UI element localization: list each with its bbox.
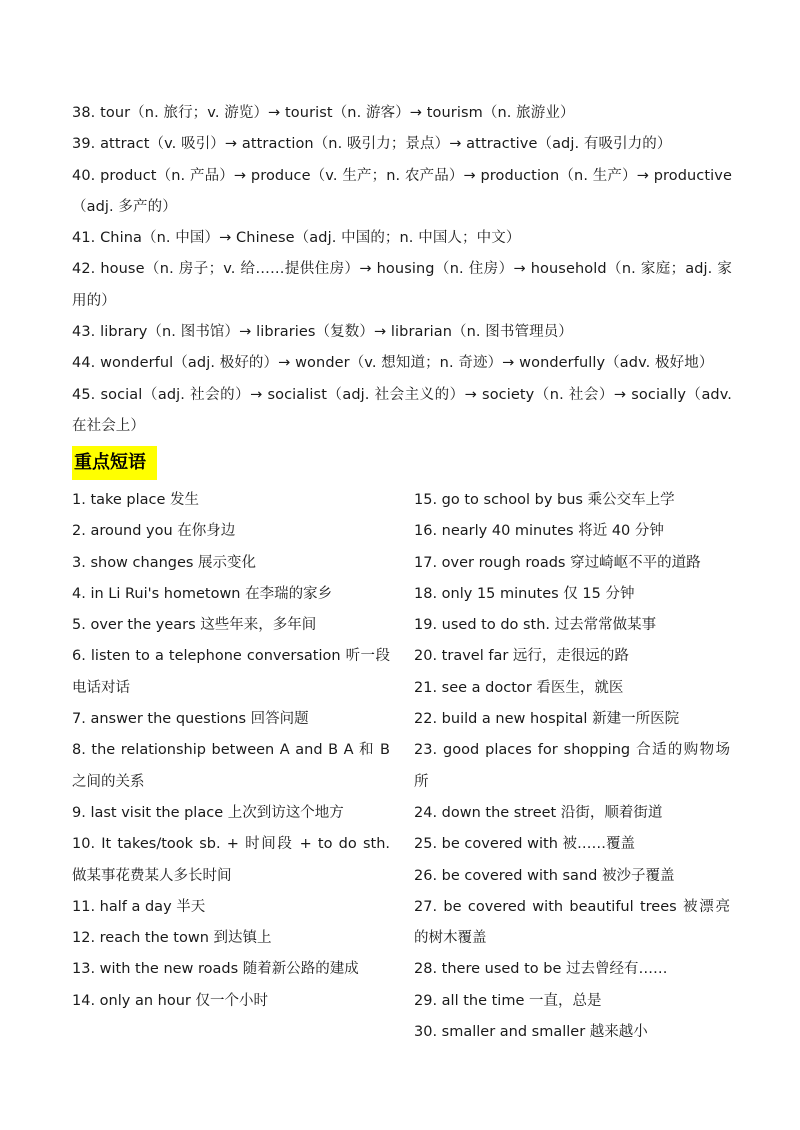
phrase-item: 21. see a doctor 看医生，就医	[414, 679, 624, 696]
phrase-item: 1. take place 发生	[72, 492, 200, 508]
phrase-item: 16. nearly 40 minutes 将近 40 分钟	[414, 523, 664, 540]
phrase-item: 4. in Li Rui's hometown 在李瑞的家乡	[72, 585, 333, 602]
word-family-list	[72, 98, 732, 442]
word-entry-42: 42. house（n. 房子；v. 给……提供住房）→ housing（n. 住房）→ household（n. 家庭；adj. 家用的）	[72, 261, 732, 309]
phrase-item: 30. smaller and smaller 越来越小	[414, 1024, 648, 1041]
phrase-item: 29. all the time 一直，总是	[414, 992, 602, 1009]
phrase-item: 24. down the street 沿街，顺着街道	[414, 804, 663, 821]
phrase-item: 22. build a new hospital 新建一所医院	[414, 711, 680, 728]
word-entry-45: 45. social（adj. 社会的）→ socialist（adj. 社会主义的）→ society（n. 社会）→ socially（adv. 在社会上）	[72, 386, 732, 434]
phrase-item: 2. around you 在你身边	[72, 523, 236, 540]
phrase-item: 26. be covered with sand 被沙子覆盖	[414, 867, 675, 884]
phrase-column-left	[72, 485, 390, 1017]
phrase-item: 9. last visit the place 上次到访这个地方	[72, 804, 344, 821]
phrase-item: 28. there used to be 过去曾经有……	[414, 961, 668, 978]
phrase-item: 12. reach the town 到达镇上	[72, 930, 272, 947]
word-entry-43: 43. library（n. 图书馆）→ libraries（复数）→ librarian（n. 图书管理员）	[72, 324, 573, 341]
phrase-item: 19. used to do sth. 过去常常做某事	[414, 617, 657, 634]
phrase-item: 25. be covered with 被……覆盖	[414, 836, 635, 853]
section-heading-key-phrases: 重点短语	[72, 446, 157, 480]
phrase-item: 11. half a day 半天	[72, 898, 206, 915]
phrase-item: 20. travel far 远行，走很远的路	[414, 648, 629, 665]
phrase-item: 8. the relationship between A and B A 和 B 之间的关系	[72, 742, 390, 790]
word-entry-40: 40. product（n. 产品）→ produce（v. 生产；n. 农产品）→ production（n. 生产）→ productive（adj. 多产的）	[72, 167, 732, 215]
word-entry-41: 41. China（n. 中国）→ Chinese（adj. 中国的；n. 中国人；中文）	[72, 230, 521, 247]
phrase-item: 23. good places for shopping 合适的购物场所	[414, 742, 730, 790]
phrase-item: 17. over rough roads 穿过崎岖不平的道路	[414, 554, 701, 571]
phrase-item: 6. listen to a telephone conversation 听一段电话对话	[72, 648, 390, 696]
phrase-item: 27. be covered with beautiful trees 被漂亮的树木覆盖	[414, 898, 730, 947]
phrase-item: 3. show changes 展示变化	[72, 554, 257, 571]
phrase-item: 18. only 15 minutes 仅 15 分钟	[414, 585, 635, 602]
word-entry-39: 39. attract（v. 吸引）→ attraction（n. 吸引力；景点）→ attractive（adj. 有吸引力的）	[72, 136, 672, 153]
phrase-item: 13. with the new roads 随着新公路的建成	[72, 961, 359, 978]
phrase-item: 10. It takes/took sb. + 时间段 + to do sth. 做某事花费某人多长时间	[72, 836, 390, 884]
phrase-item: 5. over the years 这些年来，多年间	[72, 617, 317, 634]
phrase-column-right	[414, 485, 730, 1048]
phrase-item: 14. only an hour 仅一个小时	[72, 992, 268, 1009]
phrase-item: 7. answer the questions 回答问题	[72, 711, 309, 728]
phrase-item: 15. go to school by bus 乘公交车上学	[414, 492, 675, 508]
word-entry-44: 44. wonderful（adj. 极好的）→ wonder（v. 想知道；n. 奇迹）→ wonderfully（adv. 极好地）	[72, 355, 714, 372]
word-entry-38: 38. tour（n. 旅行；v. 游览）→ tourist（n. 游客）→ tourism（n. 旅游业）	[72, 105, 575, 121]
